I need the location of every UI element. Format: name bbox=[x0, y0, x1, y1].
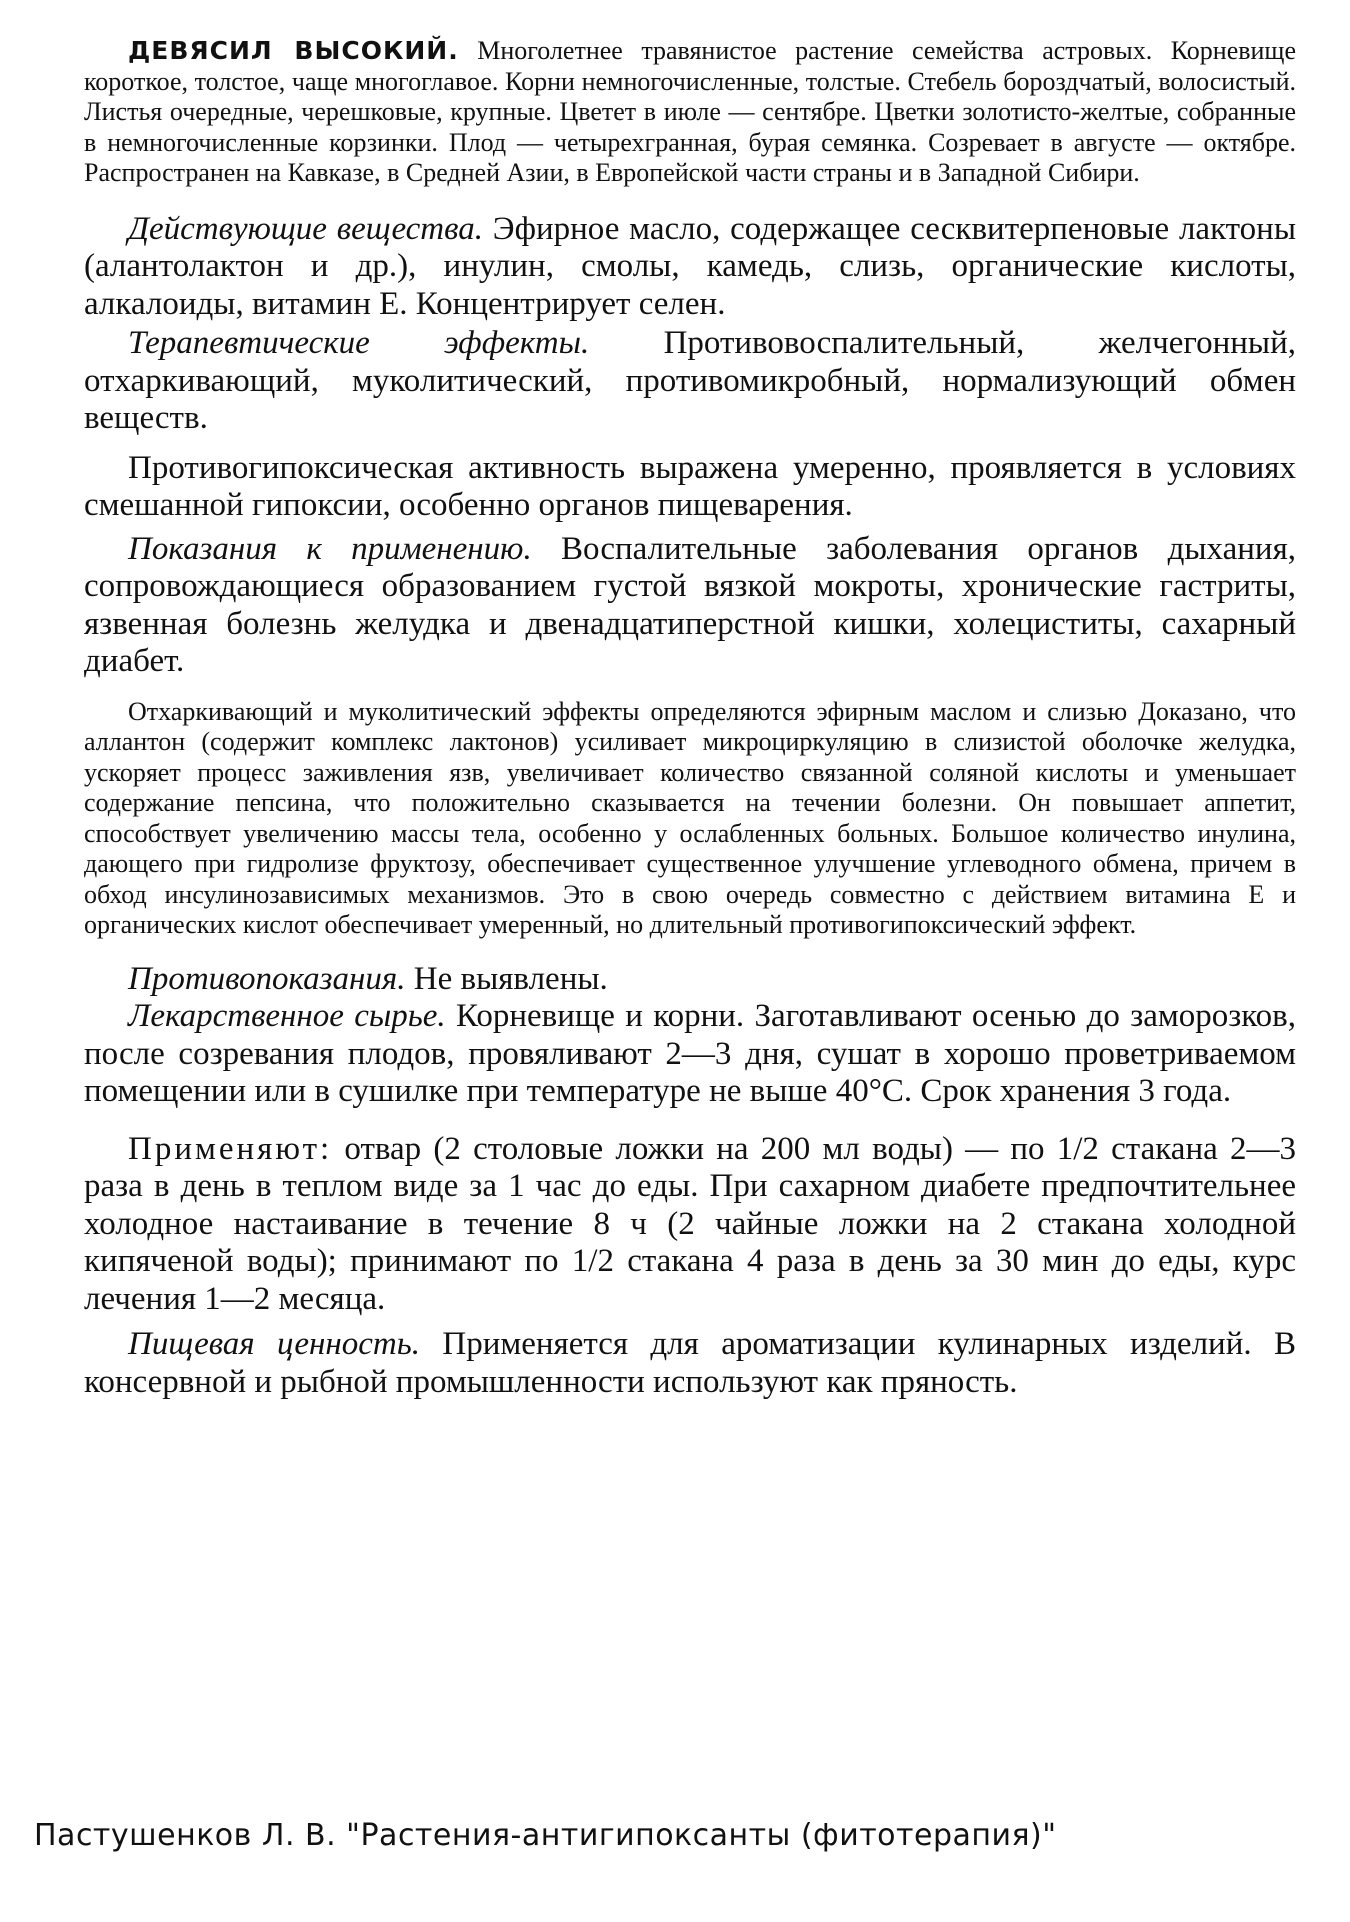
therapeutic-effects-text: Противовоспалительный, желчегонный, отхаркивающий, муколитический, противомикробный, нормализующий обмен веществ. bbox=[84, 325, 1296, 436]
medicinal-raw-material bbox=[84, 998, 1296, 1111]
indications bbox=[84, 531, 1296, 681]
food-value-text: Применяется для ароматизации кулинарных изделий. В консервной и рыбной промышленности используют как пряность. bbox=[84, 1326, 1296, 1400]
usage-text: отвар (2 столовые ложки на 200 мл воды) — по 1/2 стакана 2—3 раза в день в теплом виде за 1 час до еды. При сахарном диабете предпочтительнее холодное настаивание в течение 8 ч (2 чайные ложки на 2 стакана холодной кипяченой воды); принимают по 1/2 стакана 4 раза в день за 30 мин до еды, курс лечения 1—2 месяца. bbox=[84, 1130, 1296, 1317]
therapeutic-effects-label: Терапевтические эффекты. bbox=[128, 325, 590, 361]
source-citation: Пастушенков Л. В. "Растения-антигипоксанты (фитотерапия)" bbox=[34, 1818, 1057, 1853]
contraindications-text: Не выявлены. bbox=[405, 960, 608, 997]
raw-material-label: Лекарственное сырье. bbox=[128, 998, 446, 1034]
plant-description bbox=[84, 36, 1296, 189]
antihypoxic-activity: Противогипоксическая активность выражена умеренно, проявляется в условиях смешанной гипоксии, особенно органов пищеварения. bbox=[84, 449, 1296, 523]
therapeutic-effects bbox=[84, 325, 1296, 438]
raw-material-text: Корневище и корни. Заготавливают осенью до заморозков, после созревания плодов, провяливают 2—3 дня, сушат в хорошо проветриваемом помещении или в сушилке при температуре не выше 40°С. Срок хранения 3 года. bbox=[84, 998, 1296, 1109]
contraindications-label: Противопоказания. bbox=[128, 960, 406, 997]
food-value bbox=[84, 1326, 1296, 1401]
food-value-label: Пищевая ценность. bbox=[128, 1326, 420, 1362]
active-substances-text: Эфирное масло, содержащее сесквитерпеновые лактоны (алантолактон и др.), инулин, смолы, камедь, слизь, органические кислоты, алкалоиды, витамин Е. Концентрирует селен. bbox=[84, 210, 1296, 322]
indications-label: Показания к применению. bbox=[128, 530, 532, 567]
mechanism-note: Отхаркивающий и муколитический эффекты определяются эфирным маслом и слизью Доказано, что аллантон (содержит комплекс лактонов) усиливает микроциркуляцию в слизистой оболочке желудка, ускоряет процесс заживления язв, увеличивает количество связанной соляной кислоты и уменьшает содержание пепсина, что положительно сказывается на течении болезни. Он повышает аппетит, способствует увеличению массы тела, особенно у ослабленных больных. Большое количество инулина, дающего при гидролизе фруктозу, обеспечивает существенное улучшение углеводного обмена, причем в обход инсулинозависимых механизмов. Это в свою очередь совместно с действием витамина Е и органических кислот обеспечивает умеренный, но длительный противогипоксический эффект. bbox=[84, 696, 1296, 939]
contraindications bbox=[84, 961, 1296, 999]
usage bbox=[84, 1131, 1296, 1319]
active-substances-label: Действующие вещества. bbox=[128, 210, 483, 247]
plant-name: ДЕВЯСИЛ ВЫСОКИЙ. bbox=[128, 36, 459, 65]
usage-label: Применяют: bbox=[128, 1130, 333, 1167]
article-page bbox=[84, 36, 1296, 1401]
indications-text: Воспалительные заболевания органов дыхания, сопровождающиеся образованием густой вязкой мокроты, хронические гастриты, язвенная болезнь желудка и двенадцатиперстной кишки, холециститы, сахарный диабет. bbox=[84, 530, 1296, 679]
active-substances bbox=[84, 211, 1296, 324]
plant-description-text: Многолетнее травянистое растение семейства астровых. Корневище короткое, толстое, чаще многоглавое. Корни немногочисленные, толстые. Стебель бороздчатый, волосистый. Листья очередные, черешковые, крупные. Цветет в июле — сентябре. Цветки золотисто-желтые, собранные в немногочисленные корзинки. Плод — четырехгранная, бурая семянка. Созревает в августе — октябре. Распространен на Кавказе, в Средней Азии, в Европейской части страны и в Западной Сибири. bbox=[84, 36, 1296, 187]
